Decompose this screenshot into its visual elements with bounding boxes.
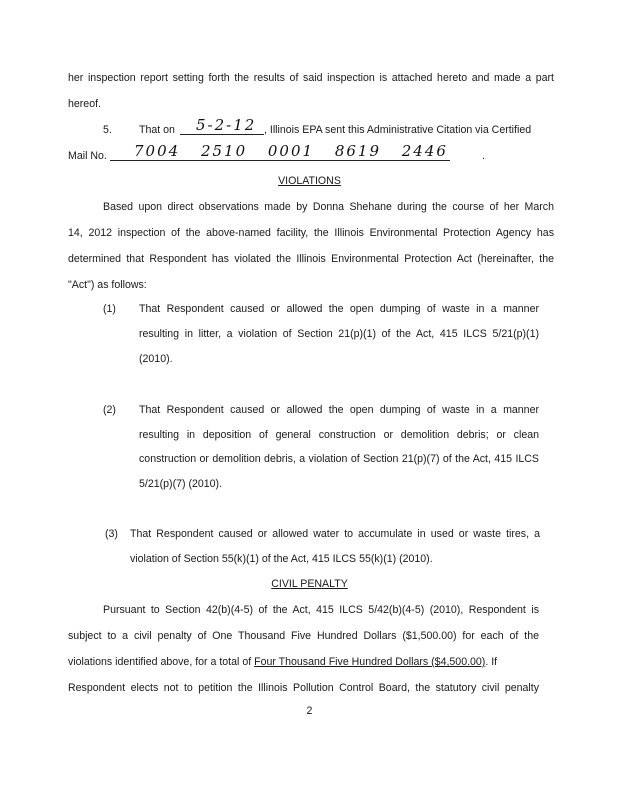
list-item-line: That Respondent caused or allowed the open dumping of waste in a manner: [139, 303, 539, 315]
paragraph-text: , Illinois EPA sent this Administrative Citation via Certified: [264, 124, 532, 136]
section-heading-violations: VIOLATIONS: [278, 175, 341, 187]
paragraph-number: 5.: [103, 124, 112, 136]
paragraph-line: Based upon direct observations made by Donna Shehane during the course of her March: [103, 201, 554, 213]
paragraph-text: That on: [139, 124, 175, 136]
fill-in-underline: [180, 134, 264, 135]
list-item-line: construction or demolition debris, a violation of Section 21(p)(7) of the Act, 415 ILCS: [139, 453, 539, 465]
list-item-number: (3): [105, 528, 118, 540]
list-item-line: resulting in deposition of general construction or demolition debris; or clean: [139, 429, 539, 441]
section-heading-civil-penalty: CIVIL PENALTY: [271, 578, 348, 590]
handwritten-date: 5-2-12: [196, 116, 257, 134]
paragraph-line: subject to a civil penalty of One Thousand Five Hundred Dollars ($1,500.00) for each of the: [68, 630, 539, 642]
paragraph-text: .: [482, 150, 485, 162]
fill-in-underline: [110, 160, 450, 161]
list-item-line: 5/21(p)(7) (2010).: [139, 478, 223, 490]
list-item-line: violation of Section 55(k)(1) of the Act, 415 ILCS 55(k)(1) (2010).: [130, 553, 433, 565]
list-item-line: (2010).: [139, 353, 173, 365]
penalty-text: violations identified above, for a total of: [68, 656, 255, 668]
list-item-line: That Respondent caused or allowed water to accumulate in used or waste tires, a: [130, 528, 540, 540]
paragraph-line: 14, 2012 inspection of the above-named facility, the Illinois Environmental Protection Agency has: [68, 227, 554, 239]
paragraph-line: [68, 656, 539, 668]
paragraph-line: Pursuant to Section 42(b)(4-5) of the Act, 415 ILCS 5/42(b)(4-5) (2010), Respondent is: [103, 604, 539, 616]
handwritten-mail-number: 7004 2510 0001 8619 2446: [134, 142, 448, 160]
list-item-number: (1): [103, 303, 116, 315]
mail-label: Mail No.: [68, 150, 107, 162]
paragraph-line: "Act") as follows:: [68, 279, 147, 291]
list-item-line: That Respondent caused or allowed the open dumping of waste in a manner: [139, 404, 539, 416]
penalty-text: . If: [485, 656, 498, 668]
paragraph-line: her inspection report setting forth the results of said inspection is attached hereto and made a part: [68, 72, 554, 84]
page-number: 2: [306, 705, 313, 717]
paragraph-line: hereof.: [68, 98, 101, 110]
list-item-number: (2): [103, 404, 116, 416]
list-item-line: resulting in litter, a violation of Section 21(p)(1) of the Act, 415 ILCS 5/21(p)(1): [139, 328, 539, 340]
paragraph-line: Respondent elects not to petition the Illinois Pollution Control Board, the statutory civil penalty: [68, 682, 539, 694]
penalty-total: Four Thousand Five Hundred Dollars ($4,500.00): [254, 656, 486, 668]
paragraph-line: determined that Respondent has violated the Illinois Environmental Protection Act (hereinafter, the: [68, 253, 554, 265]
